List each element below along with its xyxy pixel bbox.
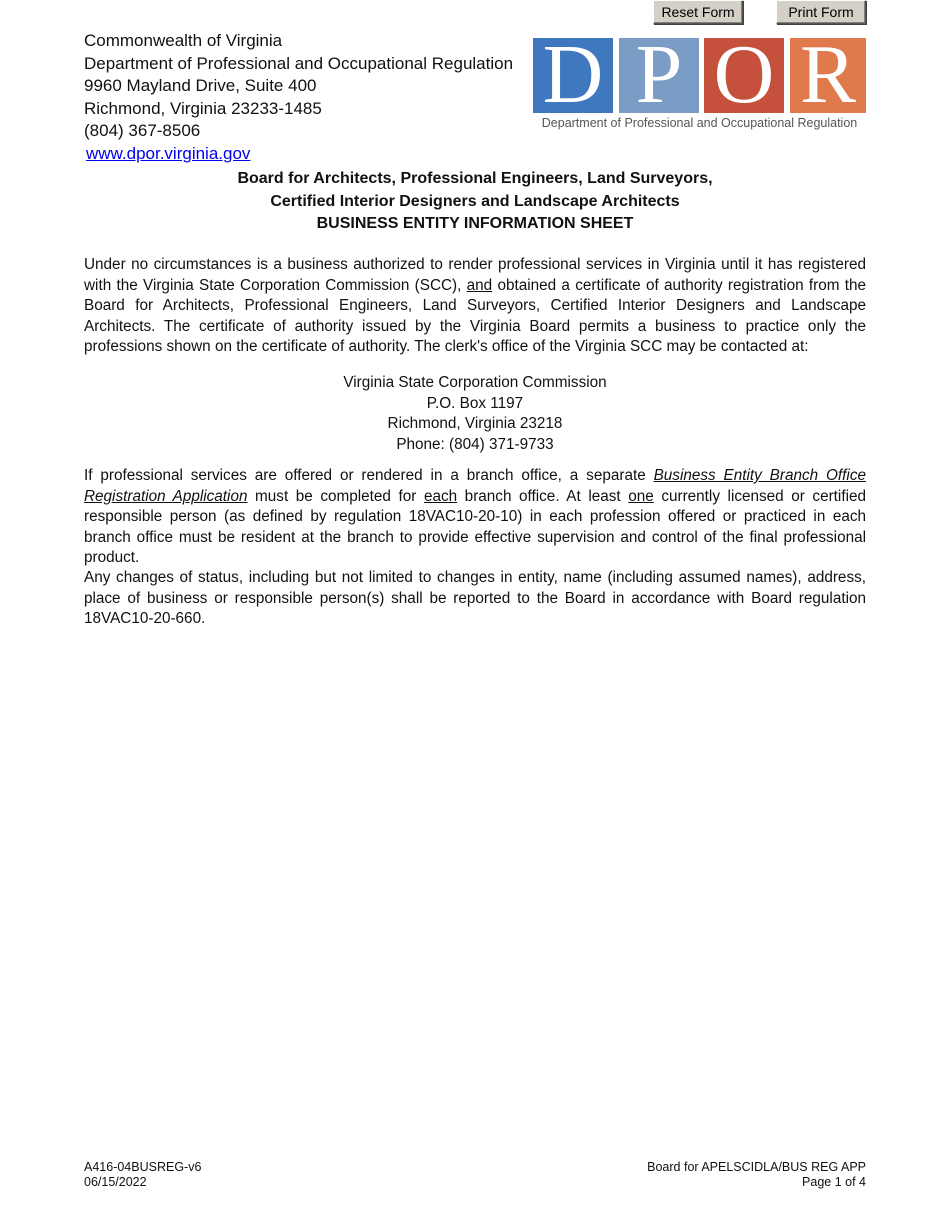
logo-letter-r: R (799, 38, 857, 121)
para1-text-1: Under no circumstances is a business authorized to render professional services in Virginia until it has registered with the Virginia State Corporation Commission (SCC), (84, 256, 866, 294)
title-line-3: BUSINESS ENTITY INFORMATION SHEET (316, 215, 634, 232)
para2-text-3: branch office. At least (457, 487, 629, 505)
title-line-2: Certified Interior Designers and Landscape Architects (270, 192, 680, 210)
registration-requirement-paragraph (84, 255, 866, 358)
footer-form-id: A416-04BUSREG-v6 (84, 1160, 202, 1174)
agency-line-street: 9960 Mayland Drive, Suite 400 (84, 76, 317, 95)
para2-text-4: currently licensed or certified responsible person (as defined by regulation 18VAC10-20-10) in each profession offered or practiced in each branch office must be resident at the branch to provide effective supervision and control of the final professional product. (84, 487, 866, 566)
branch-office-paragraph (84, 466, 866, 569)
footer-board: Board for APELSCIDLA/BUS REG APP (647, 1160, 866, 1174)
footer-left (84, 1160, 201, 1190)
branch-form-name: Business Entity Branch Office Registration Application (84, 467, 866, 505)
para2-text-2: must be completed for (247, 487, 424, 505)
title-line-1: Board for Architects, Professional Engineers, Land Surveyors, (237, 170, 713, 187)
agency-phone: (804) 367-8506 (84, 121, 201, 140)
scc-name: Virginia State Corporation Commission (343, 374, 607, 391)
logo-letter-p: P (635, 38, 683, 121)
document-title (84, 168, 866, 236)
footer-date: 06/15/2022 (84, 1175, 147, 1189)
scc-po-box: P.O. Box 1197 (426, 394, 524, 412)
logo-letter-d: D (542, 38, 604, 121)
agency-line-department: Department of Professional and Occupational Regulation (84, 53, 514, 73)
agency-website-link[interactable]: www.dpor.virginia.gov (86, 143, 251, 163)
agency-address-block (84, 30, 513, 165)
print-form-button[interactable]: Print Form (776, 0, 866, 24)
para1-emphasis-and: and (466, 276, 493, 294)
footer-page-number: Page 1 of 4 (802, 1175, 866, 1189)
scc-contact-block (84, 373, 866, 455)
scc-phone: Phone: (804) 371-9733 (396, 435, 554, 453)
scc-city: Richmond, Virginia 23218 (387, 415, 563, 432)
para2-text-1: If professional services are offered or rendered in a branch office, a separate (84, 467, 654, 484)
para2-emphasis-one: one (628, 487, 654, 505)
logo-letter-o: O (713, 38, 775, 121)
reset-form-button[interactable]: Reset Form (653, 0, 743, 24)
para2-emphasis-each: each (423, 487, 458, 505)
agency-line-commonwealth: Commonwealth of Virginia (84, 31, 283, 50)
status-change-paragraph: Any changes of status, including but not limited to changes in entity, name (including assumed names), address, place of business or responsible person(s) shall be reported to the Board in accordance with Board regulation 18VAC10-20-660. (84, 569, 866, 627)
agency-line-city: Richmond, Virginia 23233-1485 (84, 98, 322, 118)
para1-text-2: obtained a certificate of authority registration from the Board for Architects, Professional Engineers, Land Surveyors, Certified Interior Designers and Landscape Architects. The certificate of authority issued by the Virginia Board permits a business to practice only the professions shown on the certificate of authority. The clerk's office of the Virginia SCC may be contacted at: (84, 276, 866, 355)
logo-caption: Department of Professional and Occupational Regulation (541, 116, 858, 130)
footer-right (647, 1160, 866, 1190)
